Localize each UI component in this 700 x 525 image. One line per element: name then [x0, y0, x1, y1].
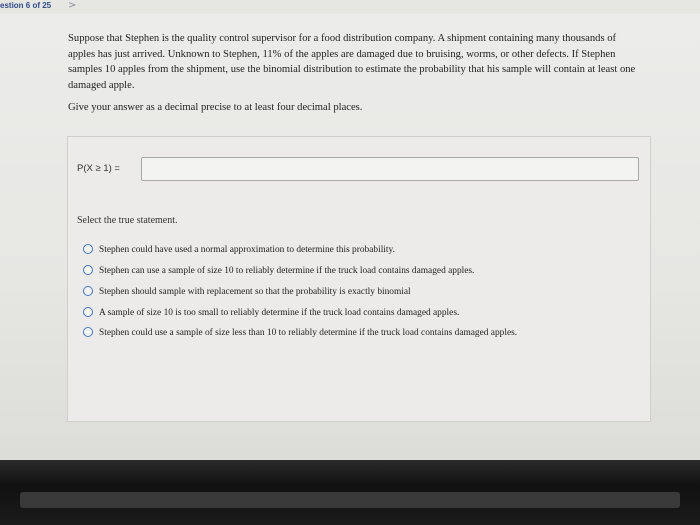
- option-label: Stephen could use a sample of size less than 10 to reliably determine if the truck load contains damaged apples.: [99, 328, 518, 338]
- radio-button[interactable]: [83, 244, 93, 254]
- option-label: Stephen could have used a normal approximation to determine this probability.: [99, 245, 395, 255]
- answer-instruction: Give your answer as a decimal precise to at least four decimal places.: [68, 102, 363, 113]
- select-statement-prompt: Select the true statement.: [77, 215, 178, 226]
- statement-option-1[interactable]: [83, 243, 395, 257]
- option-label: Stephen can use a sample of size 10 to reliably determine if the truck load contains damaged apples.: [99, 266, 475, 276]
- top-bar: [0, 0, 700, 14]
- question-navigation: [0, 0, 51, 12]
- question-counter: estion 6 of 25: [0, 1, 52, 10]
- statement-option-5[interactable]: [83, 326, 517, 340]
- question-text: Suppose that Stephen is the quality control supervisor for a food distribution company. A shipment containing many thousands of apples has just arrived. Unknown to Stephen, 11% of the apples are damaged due to bruising, worms, or other defects. If Stephen samples 10 apples from the shipment, use the binomial distribution to estimate the probability that his sample will contain at least one damaged apple.: [68, 33, 636, 91]
- statement-option-2[interactable]: [83, 264, 474, 278]
- radio-button[interactable]: [83, 307, 93, 317]
- probability-answer-input[interactable]: [141, 157, 639, 181]
- radio-button[interactable]: [83, 265, 93, 275]
- probability-label: P(X ≥ 1) =: [77, 163, 120, 174]
- chevron-right-icon[interactable]: >: [68, 0, 77, 11]
- radio-button[interactable]: [83, 286, 93, 296]
- statement-option-3[interactable]: [83, 285, 411, 299]
- statement-option-4[interactable]: [83, 306, 459, 320]
- option-label: Stephen should sample with replacement so that the probability is exactly binomial: [99, 287, 411, 297]
- radio-button[interactable]: [83, 327, 93, 337]
- option-label: A sample of size 10 is too small to reliably determine if the truck load contains damaged apples.: [99, 308, 460, 318]
- monitor-bezel: [20, 492, 680, 508]
